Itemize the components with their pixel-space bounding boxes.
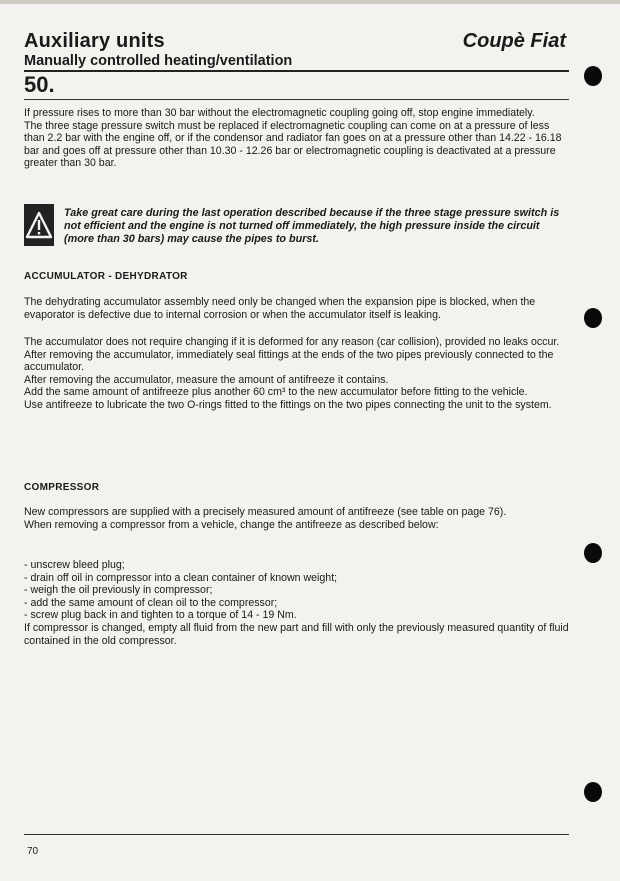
footer-divider [24,834,569,835]
list-item: - unscrew bleed plug; [24,559,125,571]
accumulator-paragraph: Use antifreeze to lubricate the two O-rings fitted to the fittings on the two pipes connecting the unit to the system. [24,398,552,411]
binder-hole-icon [584,66,602,86]
accumulator-paragraph: The accumulator does not require changing if it is deformed for any reason (car collision), provided no leaks occur. [24,336,560,348]
page-title: Auxiliary units [24,30,165,52]
list-item: - weigh the oil previously in compressor; [24,584,213,597]
compressor-paragraph: When removing a compressor from a vehicle, change the antifreeze as described below: [24,518,439,531]
list-item: - add the same amount of clean oil to the compressor; [24,596,278,609]
accumulator-lead [24,296,569,321]
compressor-paragraph: New compressors are supplied with a precisely measured amount of antifreeze (see table on page 76). [24,506,507,518]
accumulator-text [24,336,569,412]
section-number: 50. [24,72,55,97]
binder-hole-icon [584,543,602,563]
accumulator-paragraph: After removing the accumulator, measure the amount of antifreeze it contains. [24,373,389,386]
section-divider [24,99,569,100]
accumulator-paragraph: The dehydrating accumulator assembly need only be changed when the expansion pipe is blocked, when the evaporator is defective due to internal corrosion or when the accumulator itself is leaking. [24,296,536,321]
compressor-closing: If compressor is changed, empty all fluid from the new part and fill with only the previously measured quantity of fluid contained in the old compressor. [24,621,569,647]
page-subtitle: Manually controlled heating/ventilation [24,53,293,69]
list-item: - drain off oil in compressor into a clean container of known weight; [24,571,338,584]
compressor-heading: COMPRESSOR [24,482,100,493]
top-edge-rule [0,0,620,4]
binder-hole-icon [584,782,602,802]
warning-triangle-icon [24,204,54,246]
compressor-steps [24,559,569,622]
warning-text: Take great care during the last operation described because if the three stage pressure switch is not efficient and the engine is not turned off immediately, the high pressure inside the circuit (more than 30 bars) may cause the pipes to burst. [64,207,560,245]
intro-paragraph: The three stage pressure switch must be replaced if electromagnetic coupling can come on at a pressure of less than 2.2 bar with the engine off, or if the condensor and radiator fan goes on at a pressure other than 14.22 - 16.18 bar and goes off at pressure other than 10.30 - 12.26 bar or electromagnetic coupling is deactivated at a pressure greater than 30 bar. [24,119,562,170]
header-divider [24,70,569,72]
intro-text [24,107,569,170]
accumulator-paragraph: Add the same amount of antifreeze plus another 60 cm³ to the new accumulator before fitting to the vehicle. [24,386,528,399]
accumulator-paragraph: After removing the accumulator, immediately seal fittings at the ends of the two pipes previously connected to the accumulator. [24,348,554,374]
compressor-procedure [24,559,569,647]
intro-paragraph: If pressure rises to more than 30 bar without the electromagnetic coupling going off, stop engine immediately. [24,107,535,119]
accumulator-heading: ACCUMULATOR - DEHYDRATOR [24,271,188,282]
list-item: - screw plug back in and tighten to a torque of 14 - 19 Nm. [24,609,297,622]
binder-hole-icon [584,308,602,328]
compressor-intro [24,506,569,531]
brand-name: Coupè Fiat [462,30,566,52]
page-number: 70 [27,846,39,857]
